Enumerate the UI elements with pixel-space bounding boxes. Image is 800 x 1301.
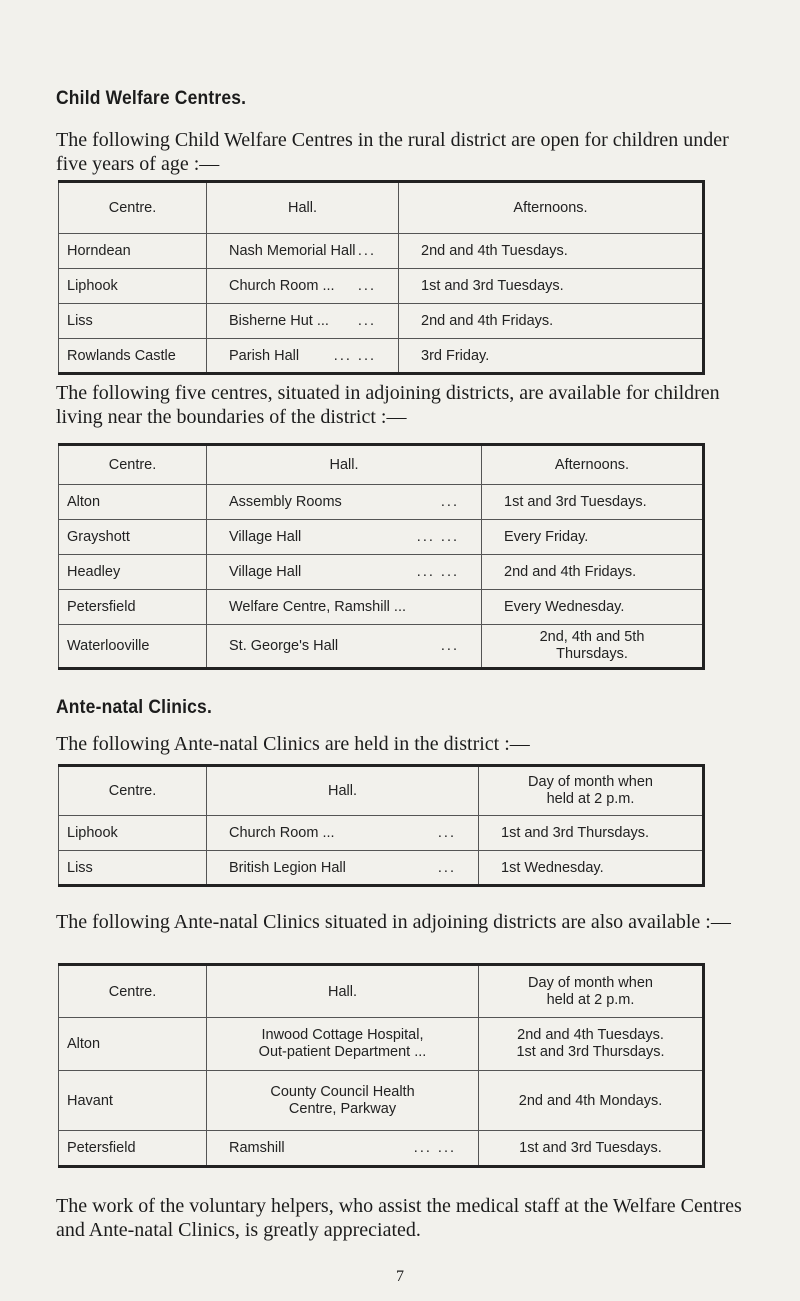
cell-day: 3rd Friday. <box>399 339 704 374</box>
cell-centre: Liphook <box>59 816 207 851</box>
heading-child-welfare: Child Welfare Centres. <box>56 88 247 109</box>
cell-hall: St. George's Hall ... <box>207 625 482 669</box>
cell-centre: Alton <box>59 1018 207 1071</box>
cell-hall: Welfare Centre, Ramshill ... <box>207 590 482 625</box>
table-row <box>59 520 704 555</box>
cell-day: 1st Wednesday. <box>479 851 704 886</box>
cell-centre: Petersfield <box>59 590 207 625</box>
header-hall: Hall. <box>207 182 399 234</box>
header-centre: Centre. <box>59 445 207 485</box>
cell-hall: British Legion Hall ... <box>207 851 479 886</box>
cell-day: 1st and 3rd Thursdays. <box>479 816 704 851</box>
cell-centre: Liss <box>59 304 207 339</box>
cell-hall: Village Hall ... ... <box>207 520 482 555</box>
cell-day: 2nd and 4th Tuesdays. 1st and 3rd Thursdays. <box>479 1018 704 1071</box>
cell-day: 2nd and 4th Fridays. <box>399 304 704 339</box>
header-hall: Hall. <box>207 445 482 485</box>
table-row <box>59 1131 704 1167</box>
header-day-of-month: Day of month when held at 2 p.m. <box>479 766 704 816</box>
table-row <box>59 555 704 590</box>
cell-day: 2nd and 4th Fridays. <box>482 555 704 590</box>
header-afternoons: Afternoons. <box>399 182 704 234</box>
cell-centre: Liphook <box>59 269 207 304</box>
cell-day: Every Wednesday. <box>482 590 704 625</box>
table-ante-natal-clinics <box>58 764 705 887</box>
cell-centre: Headley <box>59 555 207 590</box>
cell-hall: County Council Health Centre, Parkway <box>207 1071 479 1131</box>
cell-hall: Church Room ... ... <box>207 269 399 304</box>
cell-day: Every Friday. <box>482 520 704 555</box>
table-row <box>59 234 704 269</box>
cell-hall: Village Hall ... ... <box>207 555 482 590</box>
table-row <box>59 269 704 304</box>
table-child-welfare-centres <box>58 180 705 375</box>
cell-day: 1st and 3rd Tuesdays. <box>399 269 704 304</box>
header-centre: Centre. <box>59 965 207 1018</box>
table-row <box>59 304 704 339</box>
header-hall: Hall. <box>207 965 479 1018</box>
table-row <box>59 485 704 520</box>
cell-centre: Petersfield <box>59 1131 207 1167</box>
cell-day: 2nd and 4th Mondays. <box>479 1071 704 1131</box>
cell-hall: Church Room ... ... <box>207 816 479 851</box>
table-header-row <box>59 445 704 485</box>
table-adjoining-clinics <box>58 963 705 1168</box>
intro-ante-natal: The following Ante-natal Clinics are held in the district :— <box>56 733 530 755</box>
cell-hall: Parish Hall ... ... <box>207 339 399 374</box>
cell-hall: Bisherne Hut ... ... <box>207 304 399 339</box>
cell-centre: Alton <box>59 485 207 520</box>
table-row <box>59 1018 704 1071</box>
intro-child-welfare: The following Child Welfare Centres in the rural district are open for children under five years of age :— <box>56 129 729 175</box>
cell-centre: Waterlooville <box>59 625 207 669</box>
header-centre: Centre. <box>59 182 207 234</box>
intro-adjoining-centres: The following five centres, situated in adjoining districts, are available for children living near the boundaries of the district :— <box>56 382 720 428</box>
table-row <box>59 1071 704 1131</box>
cell-centre: Grayshott <box>59 520 207 555</box>
table-header-row <box>59 766 704 816</box>
header-hall: Hall. <box>207 766 479 816</box>
table-row <box>59 625 704 669</box>
cell-day: 1st and 3rd Tuesdays. <box>482 485 704 520</box>
table-header-row <box>59 965 704 1018</box>
cell-hall: Inwood Cottage Hospital, Out-patient Department ... <box>207 1018 479 1071</box>
closing-paragraph: The work of the voluntary helpers, who assist the medical staff at the Welfare Centres and Ante-natal Clinics, is greatly appreciated. <box>56 1195 742 1241</box>
heading-ante-natal: Ante-natal Clinics. <box>56 697 212 718</box>
cell-centre: Rowlands Castle <box>59 339 207 374</box>
header-afternoons: Afternoons. <box>482 445 704 485</box>
cell-centre: Havant <box>59 1071 207 1131</box>
table-row <box>59 590 704 625</box>
table-header-row <box>59 182 704 234</box>
page-number: 7 <box>396 1268 404 1285</box>
cell-day: 1st and 3rd Tuesdays. <box>479 1131 704 1167</box>
header-centre: Centre. <box>59 766 207 816</box>
header-day-of-month: Day of month when held at 2 p.m. <box>479 965 704 1018</box>
intro-adjoining-clinics: The following Ante-natal Clinics situated in adjoining districts are also available :— <box>56 911 731 933</box>
table-row <box>59 339 704 374</box>
cell-hall: Nash Memorial Hall ... <box>207 234 399 269</box>
table-row <box>59 851 704 886</box>
cell-day: 2nd, 4th and 5th Thursdays. <box>482 625 704 669</box>
cell-centre: Horndean <box>59 234 207 269</box>
cell-centre: Liss <box>59 851 207 886</box>
cell-hall: Assembly Rooms ... <box>207 485 482 520</box>
cell-day: 2nd and 4th Tuesdays. <box>399 234 704 269</box>
table-row <box>59 816 704 851</box>
table-adjoining-centres <box>58 443 705 670</box>
cell-hall: Ramshill ... ... <box>207 1131 479 1167</box>
